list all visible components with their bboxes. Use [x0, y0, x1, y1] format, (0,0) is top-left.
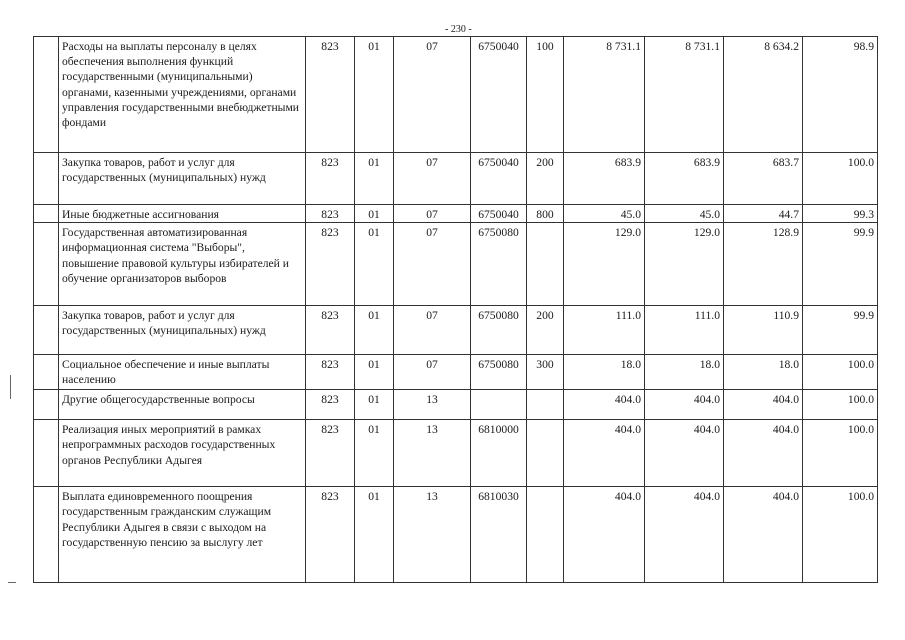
- expense-type-code: [527, 223, 564, 306]
- target-article-code: 6750080: [471, 306, 527, 355]
- expense-type-code: [527, 487, 564, 583]
- ved-code: 823: [306, 355, 355, 390]
- approved-amount: 404.0: [645, 420, 724, 487]
- executed-amount: 18.0: [724, 355, 803, 390]
- executed-amount: 110.9: [724, 306, 803, 355]
- expense-type-code: [527, 390, 564, 420]
- expense-type-code: 800: [527, 205, 564, 223]
- planned-amount: 111.0: [564, 306, 645, 355]
- expense-type-code: 100: [527, 37, 564, 153]
- ved-code: 823: [306, 420, 355, 487]
- section-code: 01: [355, 205, 394, 223]
- target-article-code: 6750040: [471, 205, 527, 223]
- target-article-code: 6750040: [471, 37, 527, 153]
- row-name: Иные бюджетные ассигнования: [59, 205, 306, 223]
- scan-margin-mark: [8, 582, 16, 583]
- section-code: 01: [355, 223, 394, 306]
- table-row: [34, 355, 878, 390]
- section-code: 01: [355, 153, 394, 205]
- execution-percent: 100.0: [803, 390, 878, 420]
- table-row: [34, 153, 878, 205]
- execution-percent: 100.0: [803, 153, 878, 205]
- planned-amount: 404.0: [564, 487, 645, 583]
- planned-amount: 404.0: [564, 390, 645, 420]
- planned-amount: 45.0: [564, 205, 645, 223]
- row-margin-cell: [34, 420, 59, 487]
- approved-amount: 18.0: [645, 355, 724, 390]
- subsection-code: 07: [394, 153, 471, 205]
- row-name: Реализация иных мероприятий в рамках непрограммных расходов государственных органов Республики Адыгея: [59, 420, 306, 487]
- execution-percent: 98.9: [803, 37, 878, 153]
- ved-code: 823: [306, 223, 355, 306]
- table-row: [34, 205, 878, 223]
- expense-type-code: 200: [527, 153, 564, 205]
- approved-amount: 8 731.1: [645, 37, 724, 153]
- executed-amount: 404.0: [724, 487, 803, 583]
- row-margin-cell: [34, 390, 59, 420]
- approved-amount: 129.0: [645, 223, 724, 306]
- subsection-code: 07: [394, 205, 471, 223]
- row-margin-cell: [34, 355, 59, 390]
- planned-amount: 404.0: [564, 420, 645, 487]
- ved-code: 823: [306, 153, 355, 205]
- row-name: Выплата единовременного поощрения государственным гражданским служащим Республики Адыгея в связи с выходом на государственную пенсию за выслугу лет: [59, 487, 306, 583]
- target-article-code: 6810000: [471, 420, 527, 487]
- row-margin-cell: [34, 487, 59, 583]
- row-name: Расходы на выплаты персоналу в целях обеспечения выполнения функций государственными (муниципальными) органами, казенными учреждениями, органами управления государственными внебюджетными фондами: [59, 37, 306, 153]
- execution-percent: 100.0: [803, 487, 878, 583]
- subsection-code: 07: [394, 223, 471, 306]
- approved-amount: 683.9: [645, 153, 724, 205]
- scan-margin-mark: [10, 375, 11, 399]
- table-row: [34, 223, 878, 306]
- approved-amount: 45.0: [645, 205, 724, 223]
- subsection-code: 07: [394, 37, 471, 153]
- executed-amount: 44.7: [724, 205, 803, 223]
- row-name: Закупка товаров, работ и услуг для государственных (муниципальных) нужд: [59, 153, 306, 205]
- ved-code: 823: [306, 390, 355, 420]
- execution-percent: 99.9: [803, 223, 878, 306]
- ved-code: 823: [306, 37, 355, 153]
- table-row: [34, 390, 878, 420]
- approved-amount: 111.0: [645, 306, 724, 355]
- target-article-code: 6750080: [471, 355, 527, 390]
- row-margin-cell: [34, 37, 59, 153]
- executed-amount: 404.0: [724, 420, 803, 487]
- planned-amount: 129.0: [564, 223, 645, 306]
- planned-amount: 8 731.1: [564, 37, 645, 153]
- approved-amount: 404.0: [645, 390, 724, 420]
- page-number: - 230 -: [445, 24, 472, 35]
- executed-amount: 404.0: [724, 390, 803, 420]
- target-article-code: 6750080: [471, 223, 527, 306]
- ved-code: 823: [306, 306, 355, 355]
- table-row: [34, 306, 878, 355]
- subsection-code: 07: [394, 355, 471, 390]
- expense-type-code: [527, 420, 564, 487]
- executed-amount: 128.9: [724, 223, 803, 306]
- section-code: 01: [355, 306, 394, 355]
- executed-amount: 8 634.2: [724, 37, 803, 153]
- section-code: 01: [355, 487, 394, 583]
- expense-type-code: 300: [527, 355, 564, 390]
- section-code: 01: [355, 390, 394, 420]
- row-margin-cell: [34, 205, 59, 223]
- target-article-code: [471, 390, 527, 420]
- execution-percent: 100.0: [803, 355, 878, 390]
- ved-code: 823: [306, 205, 355, 223]
- row-name: Другие общегосударственные вопросы: [59, 390, 306, 420]
- planned-amount: 683.9: [564, 153, 645, 205]
- section-code: 01: [355, 420, 394, 487]
- row-name: Закупка товаров, работ и услуг для государственных (муниципальных) нужд: [59, 306, 306, 355]
- subsection-code: 13: [394, 390, 471, 420]
- planned-amount: 18.0: [564, 355, 645, 390]
- approved-amount: 404.0: [645, 487, 724, 583]
- row-margin-cell: [34, 306, 59, 355]
- expense-type-code: 200: [527, 306, 564, 355]
- subsection-code: 13: [394, 487, 471, 583]
- budget-table: [33, 36, 878, 583]
- row-margin-cell: [34, 153, 59, 205]
- execution-percent: 99.9: [803, 306, 878, 355]
- target-article-code: 6750040: [471, 153, 527, 205]
- execution-percent: 100.0: [803, 420, 878, 487]
- target-article-code: 6810030: [471, 487, 527, 583]
- row-margin-cell: [34, 223, 59, 306]
- executed-amount: 683.7: [724, 153, 803, 205]
- execution-percent: 99.3: [803, 205, 878, 223]
- table-row: [34, 487, 878, 583]
- subsection-code: 13: [394, 420, 471, 487]
- table-row: [34, 37, 878, 153]
- ved-code: 823: [306, 487, 355, 583]
- row-name: Государственная автоматизированная информационная система "Выборы", повышение правовой культуры избирателей и обучение организаторов выборов: [59, 223, 306, 306]
- section-code: 01: [355, 355, 394, 390]
- section-code: 01: [355, 37, 394, 153]
- table-row: [34, 420, 878, 487]
- subsection-code: 07: [394, 306, 471, 355]
- row-name: Социальное обеспечение и иные выплаты населению: [59, 355, 306, 390]
